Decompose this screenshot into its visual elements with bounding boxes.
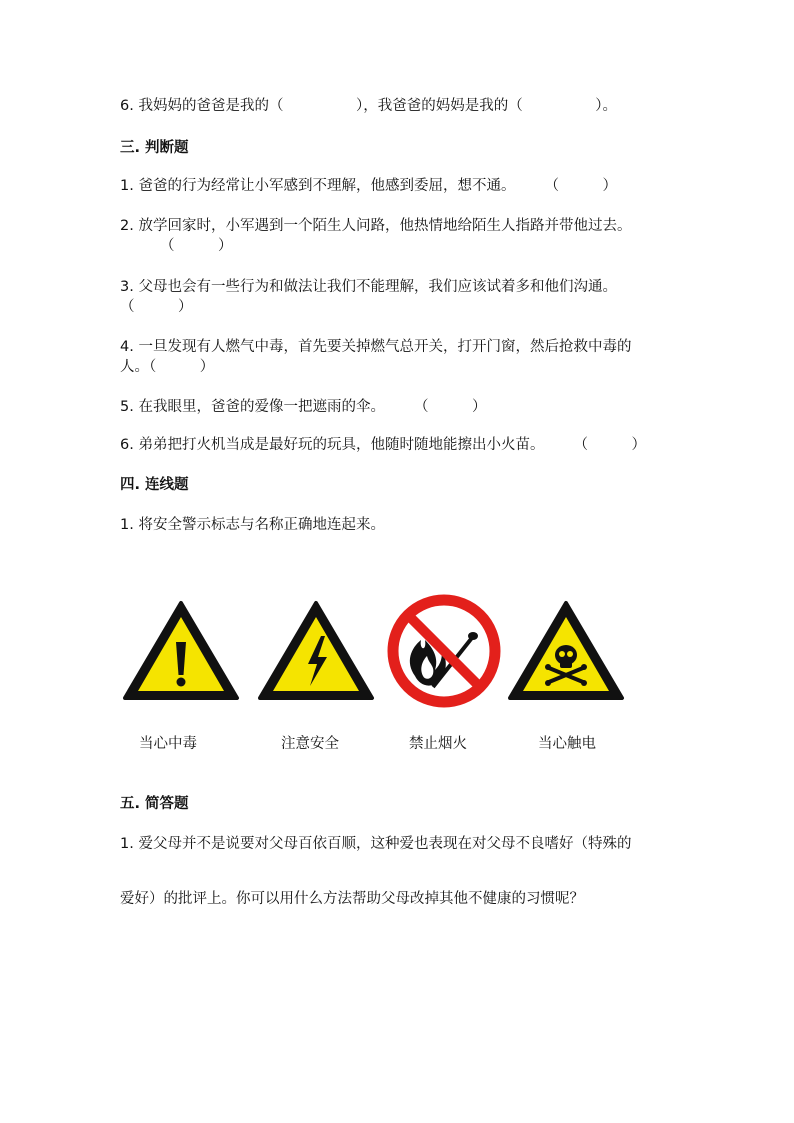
- question-3-4-line1: 4. 一旦发现有人燃气中毒，首先要关掉燃气总开关，打开门窗，然后抢救中毒的: [120, 339, 632, 355]
- question-4-1: 1. 将安全警示标志与名称正确地连起来。: [120, 517, 385, 533]
- question-3-3-line2: （ ）: [120, 299, 193, 315]
- question-3-5: 5. 在我眼里，爸爸的爱像一把遮雨的伞。 （ ）: [120, 399, 487, 415]
- question-2-6: 6. 我妈妈的爸爸是我的（ ），我爸爸的妈妈是我的（ ）。: [120, 98, 617, 114]
- question-5-1-line2: 爱好）的批评上。你可以用什么方法帮助父母改掉其他不健康的习惯呢？: [120, 891, 584, 907]
- question-3-2-line2: （ ）: [160, 238, 233, 254]
- question-3-3-line1: 3. 父母也会有一些行为和做法让我们不能理解，我们应该试着多和他们沟通。: [120, 279, 617, 295]
- exclamation-warning-icon: [122, 600, 240, 702]
- question-3-4-line2: 人。（ ）: [120, 359, 215, 375]
- caption-3: 禁止烟火: [409, 736, 467, 752]
- section-3-heading: 三. 判断题: [120, 140, 189, 156]
- no-fire-icon: [383, 592, 505, 710]
- poison-warning-icon: [507, 600, 625, 702]
- caption-4: 当心触电: [538, 736, 596, 752]
- electric-warning-icon: [257, 600, 375, 702]
- question-3-6: 6. 弟弟把打火机当成是最好玩的玩具，他随时随地能擦出小火苗。 （ ）: [120, 437, 646, 453]
- section-5-heading: 五. 简答题: [120, 796, 189, 812]
- section-4-heading: 四. 连线题: [120, 477, 189, 493]
- caption-1: 当心中毒: [139, 736, 197, 752]
- question-5-1-line1: 1. 爱父母并不是说要对父母百依百顺，这种爱也表现在对父母不良嗜好（特殊的: [120, 836, 632, 852]
- question-3-2-line1: 2. 放学回家时，小军遇到一个陌生人问路，他热情地给陌生人指路并带他过去。: [120, 218, 632, 234]
- caption-2: 注意安全: [281, 736, 339, 752]
- question-3-1: 1. 爸爸的行为经常让小军感到不理解，他感到委屈，想不通。 （ ）: [120, 178, 617, 194]
